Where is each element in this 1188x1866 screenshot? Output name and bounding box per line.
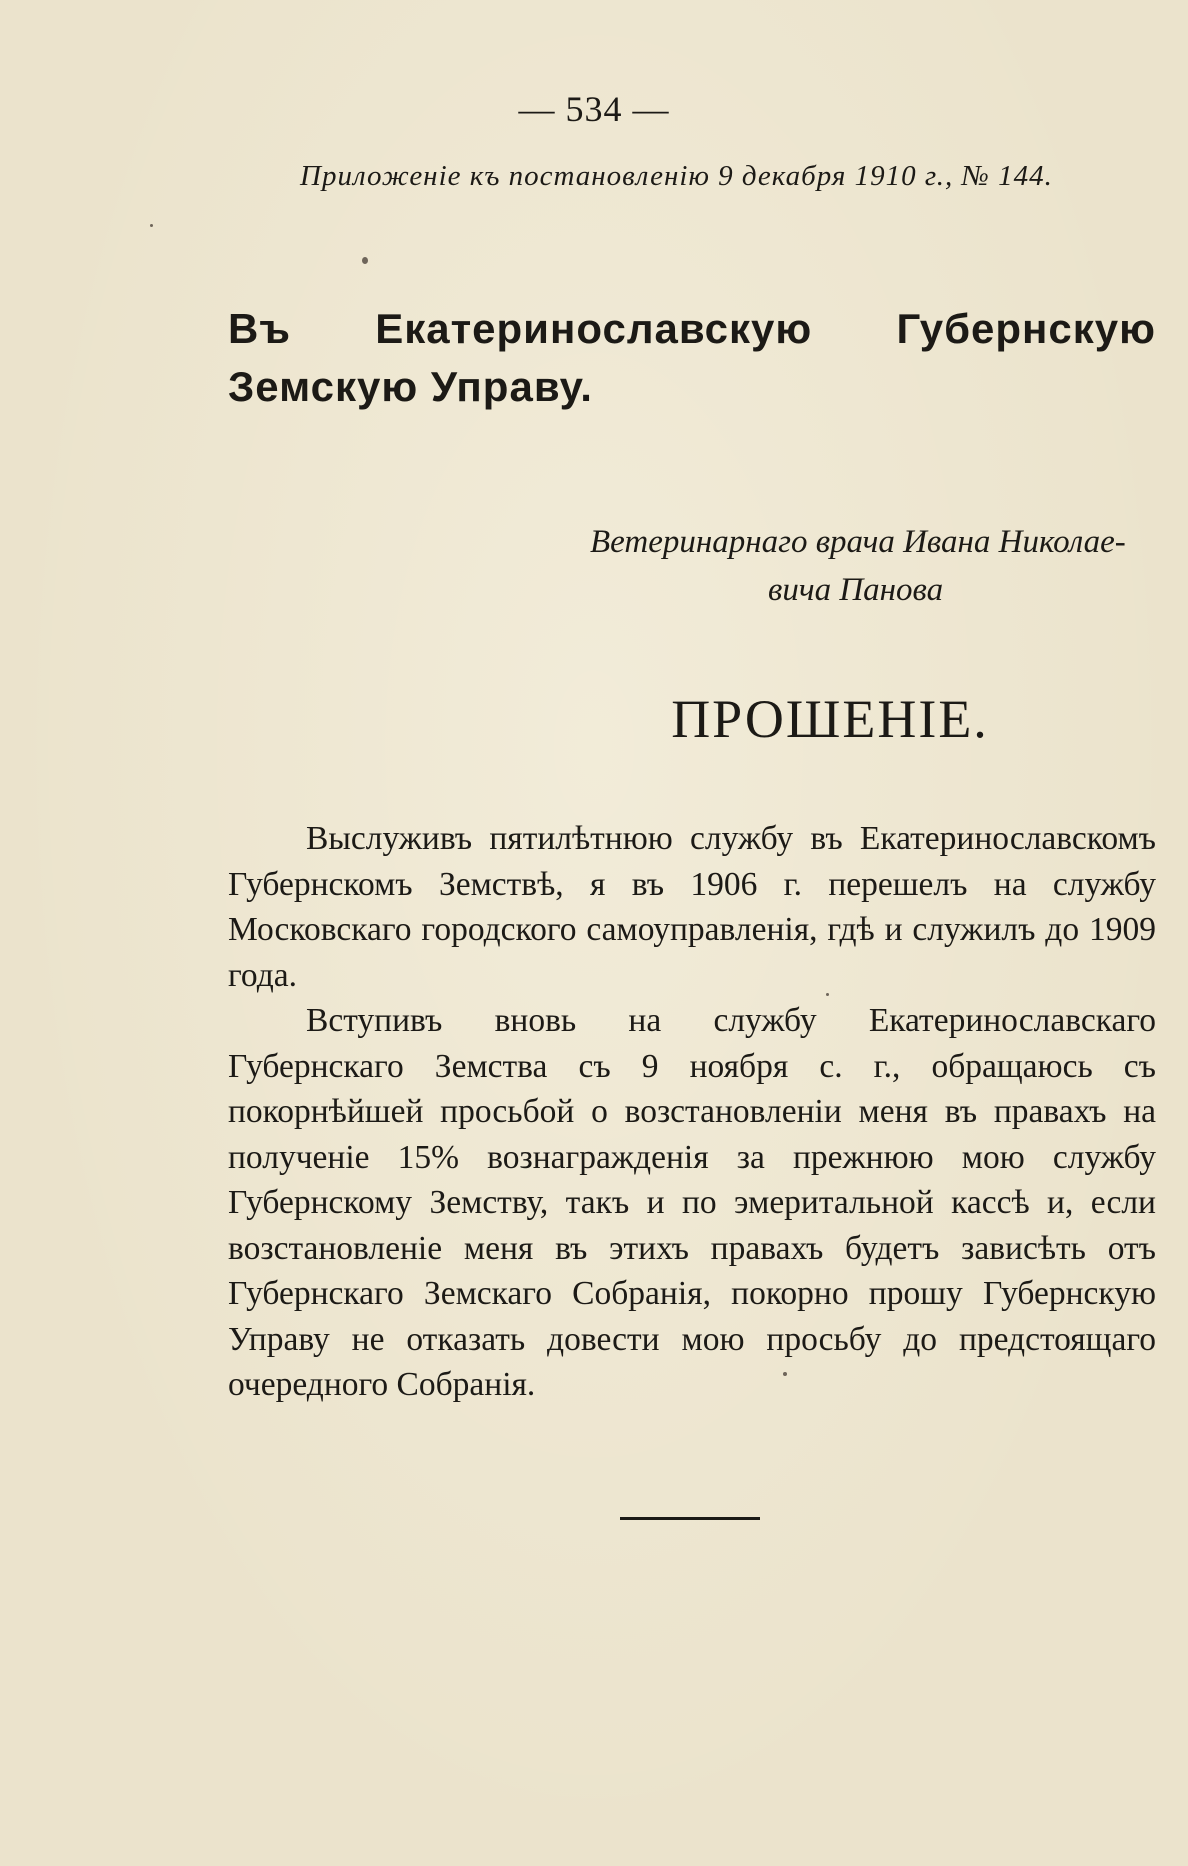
paper-speck [362, 257, 368, 264]
petition-body [228, 816, 1156, 1408]
page-number: — 534 — [518, 89, 670, 129]
closing-rule [620, 1517, 760, 1520]
addressee-heading: Въ Екатеринославскую Губернскую Земскую Управу. [228, 305, 1156, 410]
paper-speck [783, 1372, 787, 1376]
paragraph-2: Вступивъ вновь на службу Екатеринославскаго Губернскаго Земства съ 9 ноября с. г., обращаюсь съ покорнѣйшей просьбой о возстановленiи меня въ правахъ на полученiе 15% вознагражденiя за прежнюю мою службу Губернскому Земству, такъ и по эмеритальной кассѣ и, если возстановленiе меня въ этихъ правахъ будетъ зависѣть отъ Губернскаго Земскаго Собранiя, покорно прошу Губернскую Управу не отказать довести мою просьбу до предстоящаго очередного Собранiя. [228, 1002, 1156, 1403]
paper-speck [826, 993, 829, 996]
paragraph-1: Выслуживъ пятилѣтнюю службу въ Екатеринославскомъ Губернскомъ Земствѣ, я въ 1906 г. перешелъ на службу Московскаго городского самоуправленiя, гдѣ и служилъ до 1909 года. [228, 820, 1156, 994]
sender-line-2: вича Панова [768, 572, 944, 608]
sender-line-1: Ветеринарнаго врача Ивана Николае- [590, 524, 1126, 560]
paper-speck [150, 224, 153, 227]
document-title: ПРОШЕНIЕ. [671, 689, 989, 749]
appendix-note: Приложенiе къ постановленiю 9 декабря 1910 г., № 144. [300, 160, 1053, 192]
sender-line [590, 518, 1155, 614]
